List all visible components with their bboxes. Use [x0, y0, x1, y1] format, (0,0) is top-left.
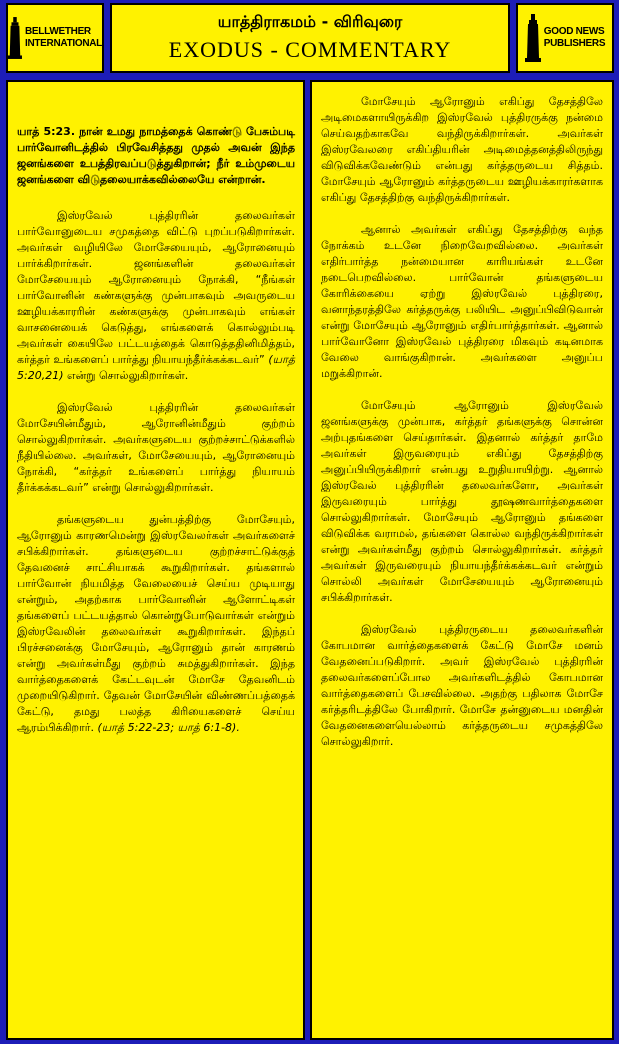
title-tamil: யாத்திராகமம் - விரிவுரை: [217, 12, 403, 31]
page-title-box: [110, 3, 510, 73]
title-english: EXODUS - COMMENTARY: [168, 37, 452, 62]
logo-right-line2: PUBLISHERS: [543, 38, 606, 49]
bellwether-logo: [6, 3, 104, 73]
bellwether-tower-icon: [8, 14, 22, 62]
right-column: [310, 80, 614, 1040]
right-paragraph-2: ஆனால் அவர்கள் எகிப்து தேசத்திற்கு வந்த நோக்கம் உடனே நிறைவேறவில்லை. அவர்கள் எதிர்பார்த்த நன்மையான காரியங்கள் உடனே நடைபெறவில்லை. பார்வோன் தங்களுடைய கோரிக்கையை ஏற்று இஸ்ரவேல் புத்திரரை, வனாந்தரத்திலே கர்த்தருக்கு பலியிட அனுப்பிவிடுவான் என்று மோசேயும் ஆரோனும் எதிர்பார்த்தார்கள். ஆனால் பார்வோனோ இஸ்ரவேல் புத்திரரை மிகவும் கடினமாக வேலை வாங்குகிறான். அவர்களை அனுப்ப மறுக்கிறான்.: [321, 223, 603, 380]
left-p1-end: என்று சொல்லுகிறார்கள்.: [67, 369, 189, 382]
right-paragraph-4: இஸ்ரவேல் புத்திரருடைய தலைவர்களின் கோபமான வார்த்தைகளைக் கேட்டு மோசே மனம் வேதனைப்படுகிறார். அவர் இஸ்ரவேல் புத்திரரின் தலைவர்களைப்போல அவர்களிடத்தில் கோபமான வார்த்தைகளைப் பேசவில்லை. அதற்கு பதிலாக மோசே கர்த்தரிடத்திலே போகிறார். மோசே தன்னுடைய மனதின் வேதனைகளையெல்லாம் கர்த்தருடைய சமுகத்திலே சொல்லுகிறார்.: [321, 623, 603, 748]
left-paragraph-1: [17, 208, 295, 384]
left-p3-body: தங்களுடைய துன்பத்திற்கு மோசேயும், ஆரோனும் காரணமென்று இஸ்ரவேலர்கள் அவர்களைச் சபிக்கிறார்கள். தங்களுடைய குற்றச்சாட்டுக்குத் தேவனைச் சாட்சியாகக் கூறுகிறார்கள். தங்களால் பார்வோன் நியமித்த வேலையைச் செய்ய முடியாது என்றும், அதற்காக பார்வோனின் ஆளோட்டிகள் தங்களைப் பட்டயத்தால் கொன்றுபோடுவார்கள் என்றும் இஸ்ரவேலின் தலைவர்கள் கூறுகிறார்கள். இந்தப் பிரச்சனைக்கு மோசேயும், ஆரோனும் தான் காரணம் என்று அவர்கள்மீது குற்றம் சுமத்துகிறார்கள். இந்த வார்த்தைகளைக் கேட்டவுடன் மோசே தேவனிடம் முறையிடுகிறார். தேவன் மோசேயின் விண்ணப்பத்தைக் கேட்டு, தமது பலத்த கிரியைகளைச் செய்ய ஆரம்பிக்கிறார்.: [17, 513, 295, 734]
left-p1-body: இஸ்ரவேல் புத்திரரின் தலைவர்கள் பார்வோனுடைய சமுகத்தை விட்டு புறப்படுகிறார்கள். அவர்கள் வழியிலே மோசேயையும், ஆரோனையும் பார்க்கிறார்கள். ஜனங்களின் தலைவர்கள் மோசேயையும் ஆரோனையும் நோக்கி, “நீங்கள் பார்வோனின் கண்களுக்கு முன்பாகவும் அவருடைய ஊழியக்காரரின் கண்களுக்கு முன்பாகவும் எங்கள் வாசனையைக் கெடுத்து, எங்களைக் கொல்லும்படி அவர்கள் கையிலே பட்டயத்தைக் கொடுத்ததினிமித்தம், கர்த்தர் உங்களைப் பார்த்து நியாயந்தீர்க்கக்கடவர்”: [17, 209, 295, 366]
left-p1-ref: (யாத் 5:20,21): [17, 353, 296, 382]
verse-text: யாத் 5:23. நான் உமது நாமத்தைக் கொண்டு பேசும்படி பார்வோனிடத்தில் பிரவேசித்தது முதல் அவன் இந்த ஜனங்களை உபத்திரவப்படுத்துகிறான்; நீர் உம்முடைய ஜனங்களை விடுதலையாக்கவில்லையே என்றான்.: [17, 125, 295, 186]
left-paragraph-2: இஸ்ரவேல் புத்திரரின் தலைவர்கள் மோசேயின்மீதும், ஆரோனின்மீதும் குற்றம் சொல்லுகிறார்கள். அவர்களுடைய குற்றச்சாட்டுக்களில் நீதியில்லை. அவர்கள், மோசேயையும், ஆரோனையும் நோக்கி, “கர்த்தர் உங்களைப் பார்த்து நியாயம் தீர்க்கக்கடவர்” என்று சொல்லுகிறார்கள்.: [17, 401, 295, 494]
logo-left-line1: BELLWETHER: [24, 26, 91, 37]
right-paragraph-3: மோசேயும் ஆரோனும் இஸ்ரவேல் ஜனங்களுக்கு முன்பாக, கர்த்தர் தங்களுக்கு சொன்ன அற்புதங்களை செய்தார்கள். இதனால் கர்த்தர் தாமே அவர்கள் இருவரையும் எகிப்து தேசத்திற்கு அனுப்பியிருக்கிறார் என்பது உறுதியாயிற்று. ஆனால் இஸ்ரவேல் புத்திரரின் தலைவர்களோ, அவர்கள் இருவரையும் பார்த்து தூஷணவார்த்தைகளை சொல்லுகிறார்கள். மோசேயும் ஆரோனும் தங்களை விடுவிக்க வராமல், தங்களை கொல்ல வந்திருக்கிறார்கள் என்று அவர்கள்மீது குற்றம் சொல்லுகிறார்கள். கர்த்தர் அவர்கள் இருவரையும் நியாயந்தீர்க்கக்கடவர் என்றும் சொல்லி அவர்கள் மோசேயையும் ஆரோனையும் சபிக்கிறார்கள்.: [321, 399, 603, 604]
logo-right-line1: GOOD NEWS: [543, 26, 605, 37]
left-p3-ref: (யாத் 5:22-23; யாத் 6:1-8).: [97, 721, 240, 734]
logo-left-line2: INTERNATIONAL: [24, 38, 102, 49]
good-news-tower-icon: [525, 14, 541, 62]
good-news-logo: [516, 3, 614, 73]
right-paragraph-1: மோசேயும் ஆரோனும் எகிப்து தேசத்திலே அடிமைகளாயிருக்கிற இஸ்ரவேல் புத்திரருக்கு நன்மை செய்வதற்காகவே வந்திருக்கிறார்கள். அவர்கள் இஸ்ரவேலரை எகிப்தியரின் அடிமைத்தனத்திலிருந்து விடுவிக்கவேண்டும் என்பது கர்த்தருடைய சித்தம். மோசேயும் ஆரோனும் கர்த்தருடைய ஊழியக்காரர்களாக எகிப்து தேசத்திற்கு வந்திருக்கிறார்கள்.: [321, 95, 603, 204]
left-column: [6, 80, 305, 1040]
left-paragraph-3: [17, 512, 295, 736]
